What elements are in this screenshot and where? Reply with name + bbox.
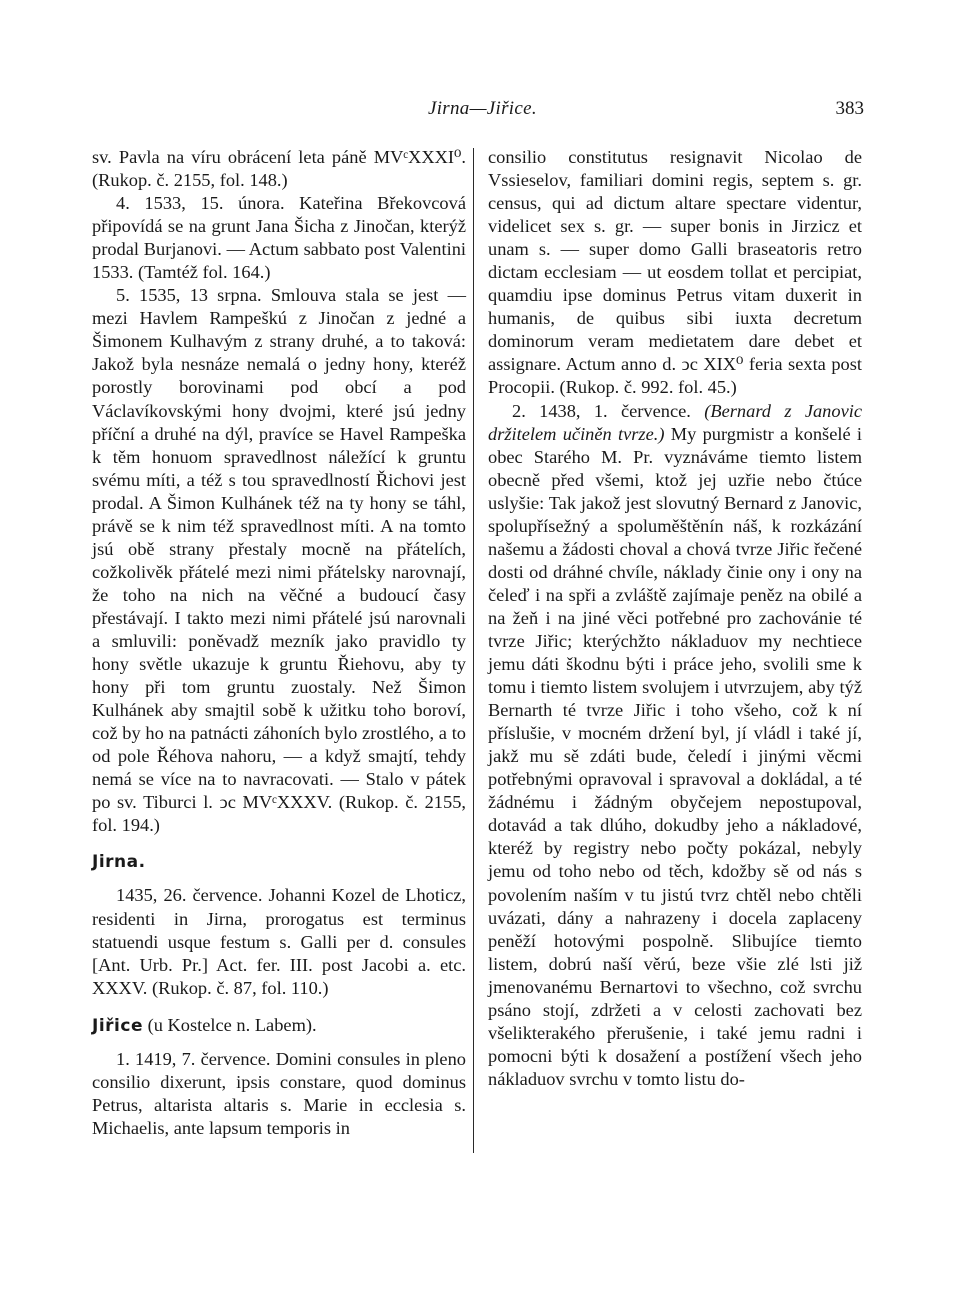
right-paragraph-2-body: My purgmistr a konšelé i obec Starého M. Pr. vyznáváme tiemto listem obecně před všemi, ktož jej uzřie nebo čtúce uslyšie: Tak jakož jest slovutný Bernard z Janovic, spolupřísežný a spoluměštěnín náš, k rozkázání našemu a žádosti choval a chová tvrze Jiřic řečené dosti od dráhné chvíle, náklady činie ony i ony na čeleď i na spři a zvláště zajímaje peněz na obilé a na žeň i na jiné věci potřebné pro zachovánie té tvrze Jiřic; kterýchžto nákladuov my nechtiece jemu dáti škodnu býti i práce jeho, svolili sme k tomu i tiemto listem svolujem i utvrzujem, aby týž Bernarth té tvrze Jiřic i toho všeho, což k ní příslušie, v mocném držení byl, jí vládl i také jí, jakž mu sě zdáti bude, čeledí i jinými věcmi potřebnými opravoval i spravoval a dokládal, a té žádnému i žádným obyčejem nepostupoval, dotavád a tak dlúho, dokudby jeho a nákladové, kteréž by registry nebo počty pokázal, nebyly jemu od toho nebo od těch, kdožby sě od nás s povolením naším v tu jistú tvrz chtěl nebo chtěli uvázati, dány a nahrazeny i docela zaplaceny peněží hotovými pospolně. Slibujíce tiemto listem, dobrú naší věrú, beze všie zlé lsti již jmenovanému Bernartovi to všechno, což svrchu psáno stojí, zdržeti a v celosti zachovati bez všelikterakého přerušenie, i také jemu radni i pomocni býti k dosažení a postížení všech jeho nákladuov svrchu v tomto listu do-	[488, 423, 863, 1089]
left-paragraph-3: 5. 1535, 13 srpna. Smlouva stala se jest — mezi Havlem Rampeškú z Jinočan z jedné a Šimonem Kulhavým z strany druhé, a to taková: Jakož byla nesnáze nemalá o jedny hony, kteréž porostly borovinami pod obcí a pod Václavíkovskými hony dvojmi, které jsú jedny příční a druhé na dýl, pravíce se Havel Rampeška k těm honuom spravedlnost náležící k gruntu svému míti, a též s tou spravedlností Řichovi jest prodal. A Šimon Kulhánek též na ty hony se táhl, právě se k nim též spravedlnost míti. A na tomto jsú obě strany přestaly mocně na přátelích, cožkolivěk přátelé mezi nimi přátelsky narovnají, že toho na nich na věčné a budoucí časy přestávají. I takto mezi nimi přátelé jsú narovnali a smluvili: poněvadž mezník jako pravidlo ty hony světle ukazuje k gruntu Řiehovu, aby ty hony při tom gruntu zuostaly. Než Šimon Kulhánek aby smajtil sobě k užitku toho boroví, což by ho na patnácti záhoních bylo zrostlého, a to od pole Řéhova nahoru, — a když smajtí, tehdy nemá se více na to navracovati. — Stalo v pátek po sv. Tiburci l. ↄc MVᶜXXXV. (Rukop. č. 2155, fol. 194.)	[92, 285, 466, 836]
right-paragraph-2-start: 2. 1438, 1. července.	[512, 400, 705, 421]
right-paragraph-1: consilio constitutus resignavit Nicolao de Vssieselov, familiari domini regis, septem s. gr. census, qui ad dictum altare spectare videntur, videlicet sex s. gr. — super bonis in Jirzicz et unam s. — super domo Galli braseatoris retro dictam ecclesiam — ut eosdem tollat et percipiat, quamdiu ipse dominus Petrus vitam duxerit in humanis, de quibus sibi iuxta decretum dominorum veram medietatem dare debet et assignare. Actum anno d. ↄc XIX⁰ feria sexta post Procopii. (Rukop. č. 992. fol. 45.)	[488, 147, 862, 398]
right-paragraph-2-italic-title: (Bernard z Janovic držitelem učiněn tvrze.)	[488, 400, 863, 444]
left-paragraph-1: sv. Pavla na víru obrácení leta páně MVᶜXXXI⁰. (Rukop. č. 2155, fol. 148.)	[92, 147, 466, 191]
left-paragraph-2: 4. 1533, 15. února. Kateřina Břekovcová připovídá se na grunt Jana Šicha z Jinočan, kterýž prodal Burjanovi. — Actum sabbato post Valentini 1533. (Tamtéž fol. 164.)	[92, 193, 466, 283]
right-column	[488, 146, 862, 1091]
left-paragraph-4: 1435, 26. července. Johanni Kozel de Lhoticz, residenti in Jirna, prorogatus est terminus statuendi usque festum s. Galli per d. consules [Ant. Urb. Pr.] Act. fer. III. post Jacobi a. etc. XXXV. (Rukop. č. 87, fol. 110.)	[92, 885, 466, 998]
section-heading-jirna: Jirna.	[92, 852, 146, 873]
right-paragraph-2	[488, 400, 862, 1091]
section-heading-jirice-title: Jiřice	[92, 1015, 143, 1036]
page-number: 383	[835, 98, 864, 119]
section-heading-jirice-subtitle: (u Kostelce n. Labem).	[142, 1014, 317, 1035]
left-column	[92, 146, 466, 1140]
column-divider	[473, 148, 474, 1153]
running-head: Jirna—Jiřice.	[428, 98, 537, 119]
left-paragraph-5: 1. 1419, 7. července. Domini consules in pleno consilio dixerunt, ipsis constare, quod dominus Petrus, altarista altaris s. Marie in ecclesia s. Michaelis, ante lapsum temporis in	[92, 1048, 466, 1138]
section-heading-jirice	[92, 1014, 466, 1038]
